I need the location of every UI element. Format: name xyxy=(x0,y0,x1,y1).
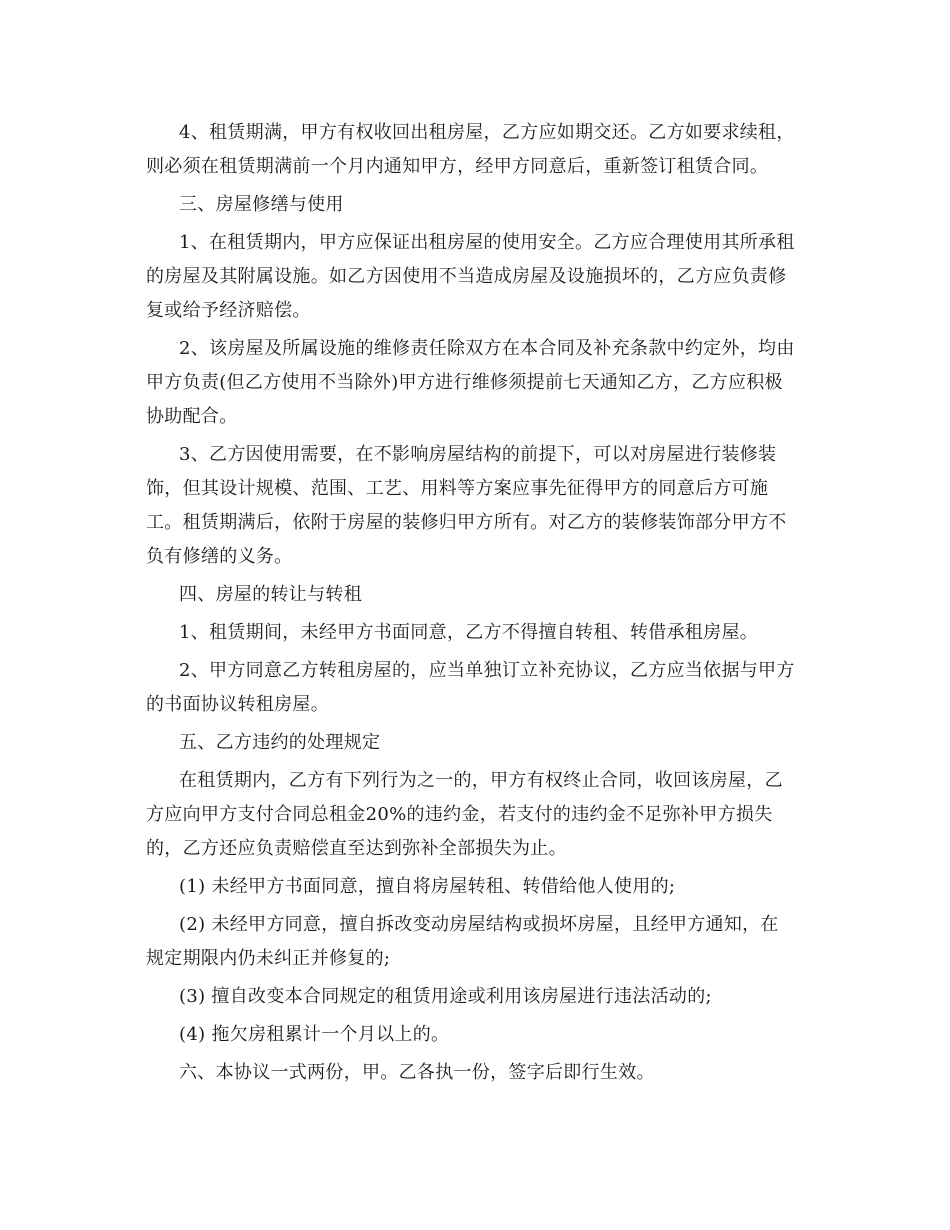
paragraph-line: 的书面协议转租房屋。 xyxy=(146,694,329,715)
list-item-line: (4) 拖欠房租累计一个月以上的。 xyxy=(179,1024,450,1045)
paragraph-line: 1、租赁期间，未经甲方书面同意，乙方不得擅自转租、转借承租房屋。 xyxy=(179,622,759,643)
list-item-line: 规定期限内仍未纠正并修复的; xyxy=(146,948,391,969)
paragraph-line: 甲方负责(但乙方使用不当除外)甲方进行维修须提前七天通知乙方，乙方应积极 xyxy=(146,372,783,393)
paragraph-line: 方应向甲方支付合同总租金20%的违约金，若支付的违约金不足弥补甲方损失 xyxy=(146,804,773,825)
paragraph-line: 4、租赁期满，甲方有权收回出租房屋，乙方应如期交还。乙方如要求续租， xyxy=(179,122,795,143)
section-heading: 六、本协议一式两份，甲。乙各执一份，签字后即行生效。 xyxy=(179,1062,655,1083)
paragraph-line: 在租赁期内，乙方有下列行为之一的，甲方有权终止合同，收回该房屋，乙 xyxy=(179,770,783,791)
section-heading: 五、乙方违约的处理规定 xyxy=(179,732,381,753)
list-item-line: (2) 未经甲方同意，擅自拆改变动房屋结构或损坏房屋，且经甲方通知，在 xyxy=(179,914,779,935)
paragraph-line: 的，乙方还应负责赔偿直至达到弥补全部损失为止。 xyxy=(146,838,567,859)
list-item-line: (1) 未经甲方书面同意，擅自将房屋转租、转借给他人使用的; xyxy=(179,876,676,897)
paragraph-line: 3、乙方因使用需要，在不影响房屋结构的前提下，可以对房屋进行装修装 xyxy=(179,444,777,465)
section-heading: 三、房屋修缮与使用 xyxy=(179,194,344,215)
paragraph-line: 饰，但其设计规模、范围、工艺、用料等方案应事先征得甲方的同意后方可施 xyxy=(146,478,769,499)
paragraph-line: 的房屋及其附属设施。如乙方因使用不当造成房屋及设施损坏的，乙方应负责修 xyxy=(146,266,787,287)
paragraph-line: 2、该房屋及所属设施的维修责任除双方在本合同及补充条款中约定外，均由 xyxy=(179,338,795,359)
paragraph-line: 协助配合。 xyxy=(146,406,238,427)
paragraph-line: 2、甲方同意乙方转租房屋的，应当单独订立补充协议，乙方应当依据与甲方 xyxy=(179,660,795,681)
paragraph-line: 负有修缮的义务。 xyxy=(146,546,293,567)
paragraph-line: 则必须在租赁期满前一个月内通知甲方，经甲方同意后，重新签订租赁合同。 xyxy=(146,156,769,177)
list-item-line: (3) 擅自改变本合同规定的租赁用途或利用该房屋进行违法活动的; xyxy=(179,986,712,1007)
section-heading: 四、房屋的转让与转租 xyxy=(179,584,362,605)
paragraph-line: 工。租赁期满后，依附于房屋的装修归甲方所有。对乙方的装修装饰部分甲方不 xyxy=(146,512,787,533)
paragraph-line: 1、在租赁期内，甲方应保证出租房屋的使用安全。乙方应合理使用其所承租 xyxy=(179,232,795,253)
paragraph-line: 复或给予经济赔偿。 xyxy=(146,300,311,321)
